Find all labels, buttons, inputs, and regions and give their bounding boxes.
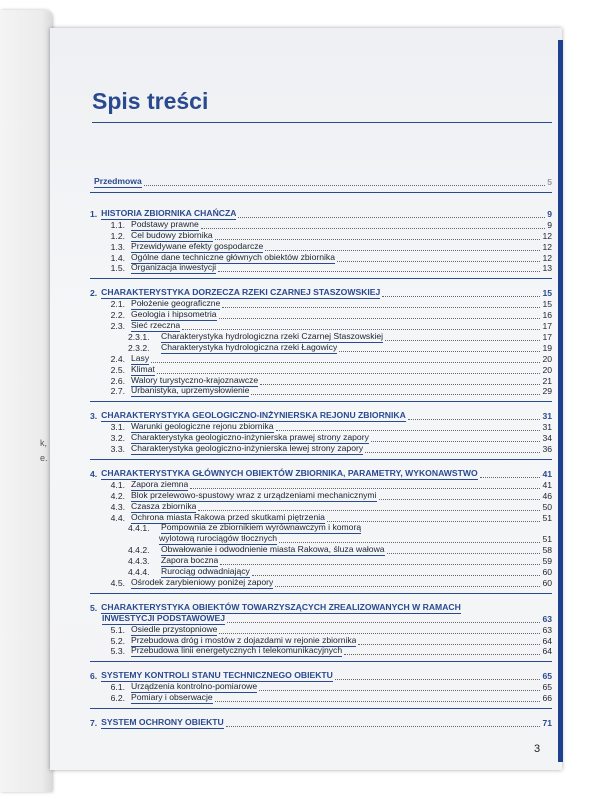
toc-entry-page: 36 — [542, 444, 552, 454]
toc-entry-number: 5.2. — [110, 635, 125, 646]
toc-entry-label: Urządzenia kontrolno-pomiarowe — [131, 681, 258, 692]
toc-entry-page: 16 — [542, 310, 552, 321]
toc-entry-page: 46 — [542, 490, 552, 501]
toc-entry-label: Cel budowy zbiornika — [131, 229, 213, 240]
toc-entry[interactable] — [90, 443, 552, 455]
toc-dot-leader — [251, 394, 540, 395]
toc-entry-number: 2.1. — [110, 299, 125, 310]
toc-entry-number: 4.4. — [110, 512, 125, 523]
left-page-fragment: e. — [40, 453, 48, 463]
toc-dot-leader — [276, 430, 541, 431]
toc-entry-page: 31 — [542, 411, 552, 422]
chapter-separator — [90, 661, 552, 662]
toc-entry-number: 6.2. — [110, 693, 125, 704]
page-title: Spis treści — [92, 88, 209, 114]
toc-entry-page: 12 — [542, 252, 552, 263]
toc-dot-leader — [227, 622, 540, 623]
toc-dot-leader — [220, 564, 540, 565]
left-page-fragment: k, — [40, 438, 48, 448]
toc-entry-label: Klimat — [131, 363, 155, 374]
toc-entry-label: Charakterystyka hydrologiczna rzeki Czarnej Staszowskiej — [161, 330, 384, 341]
toc-entry-number: 4. — [90, 468, 98, 479]
toc-entry-label: SYSTEM OCHRONY OBIEKTU — [101, 717, 224, 727]
toc-dot-leader — [339, 351, 540, 352]
toc-entry-number: 7. — [90, 718, 98, 728]
toc-entry-page: 13 — [542, 263, 552, 274]
toc-entry-label: Ogólne dane techniczne głównych obiektów zbiornika — [131, 251, 335, 262]
toc-entry-label: CHARAKTERYSTYKA GEOLOGICZNO-INŻYNIERSKA REJONU ZBIORNIKA — [101, 410, 406, 421]
page-number: 3 — [534, 743, 541, 755]
toc-entry-number: 4.3. — [110, 501, 125, 512]
toc-entry-number: 2.5. — [110, 364, 125, 375]
toc-dot-leader — [182, 329, 540, 330]
toc-entry-page: 71 — [542, 718, 552, 728]
toc-dot-leader — [259, 690, 540, 691]
toc-dot-leader — [215, 239, 541, 240]
toc-entry-label: Zapora boczna — [161, 555, 219, 566]
toc-entry-label: CHARAKTERYSTYKA GŁÓWNYCH OBIEKTÓW ZBIORNIKA, PARAMETRY, WYKONAWSTWO — [101, 467, 478, 478]
toc-entry-page: 15 — [542, 299, 552, 310]
toc-entry-label: Charakterystyka geologiczno-inżynierska lewej strony zapory — [131, 443, 364, 453]
toc-dot-leader — [219, 318, 541, 319]
toc-entry-label: Sieć rzeczna — [131, 320, 181, 330]
toc-entry-number: 4.4.1. — [128, 523, 150, 534]
toc-entry-page: 9 — [547, 219, 552, 230]
toc-entry-label: Walory turystyczno-krajoznawcze — [131, 374, 259, 385]
toc-entry-number: 1.2. — [110, 230, 125, 241]
chapter-separator — [90, 708, 552, 709]
toc-entry-number: 5. — [90, 602, 98, 613]
toc-entry-label: Charakterystyka geologiczno-inżynierska prawej strony zapory — [131, 432, 369, 443]
toc-entry-page: 5 — [547, 177, 552, 187]
toc-dot-leader — [215, 701, 541, 702]
toc-dot-leader — [218, 271, 540, 272]
toc-dot-leader — [144, 185, 545, 186]
toc-entry-number: 4.1. — [110, 479, 125, 490]
toc-dot-leader — [344, 654, 540, 655]
toc-entry-page: 19 — [542, 342, 552, 353]
toc-entry-label: Obwałowanie i odwodnienie miasta Rakowa, śluza wałowa — [161, 544, 385, 555]
toc-entry-number: 2.3. — [110, 321, 125, 331]
toc-entry[interactable] — [90, 262, 552, 274]
toc-entry-label: Blok przelewowo-spustowy wraz z urządzeniami mechanicznymi — [131, 489, 377, 500]
chapter-separator — [90, 278, 552, 279]
toc-entry-number: 4.5. — [110, 577, 125, 588]
toc-entry-number: 2.2. — [110, 310, 125, 321]
toc-entry-page: 12 — [542, 241, 552, 252]
toc-entry[interactable] — [90, 645, 552, 657]
toc-dot-leader — [190, 488, 540, 489]
toc-entry-page: 17 — [542, 331, 552, 342]
toc-dot-leader — [260, 384, 540, 385]
toc-dot-leader — [157, 373, 541, 374]
book-spine — [558, 40, 563, 762]
toc-entry-label: Organizacja inwestycji — [131, 262, 217, 273]
toc-dot-leader — [379, 499, 541, 500]
toc-entry-label: Urbanistyka, uprzemysłowienie — [131, 385, 250, 396]
toc-entry-label: CHARAKTERYSTYKA OBIEKTÓW TOWARZYSZĄCYCH ZREALIZOWANYCH W RAMACH — [101, 601, 461, 612]
toc-entry-number: 1.1. — [110, 219, 125, 230]
toc-entry-label: Pompownia ze zbiornikiem wyrównawczym i komorą — [161, 522, 362, 533]
toc-dot-leader — [219, 633, 540, 634]
toc-entry-page: 17 — [542, 321, 552, 331]
toc-entry-label: Ośrodek zarybieniowy poniżej zapory — [131, 576, 274, 587]
toc-entry-label-continued: wylotową rurociągów tłocznych — [159, 533, 277, 544]
toc-entry-page: 20 — [542, 353, 552, 364]
toc-entry-page: 60 — [542, 567, 552, 577]
toc-entry-label: Przedmowa — [94, 176, 142, 186]
toc-entry-label: Położenie geograficzne — [131, 298, 221, 309]
toc-dot-leader — [382, 296, 540, 297]
toc-entry-label: Pomiary i obserwacje — [131, 692, 213, 703]
toc-entry-page: 9 — [547, 208, 552, 219]
toc-entry-number: 3. — [90, 411, 98, 422]
toc-chapter-entry[interactable] — [90, 717, 552, 729]
toc-entry-page: 58 — [542, 545, 552, 556]
toc-dot-leader — [265, 250, 540, 251]
toc-entry-label: Geologia i hipsometria — [131, 309, 217, 320]
toc-entry-number: 1. — [90, 208, 98, 219]
toc-entry-page: 64 — [542, 646, 552, 657]
toc-entry[interactable] — [90, 385, 552, 397]
toc-entry-page: 63 — [542, 613, 552, 624]
toc-entry[interactable] — [90, 692, 552, 704]
toc-entry-label: Podstawy prawne — [131, 218, 199, 229]
toc-entry-page: 31 — [542, 422, 552, 433]
toc-entry-page: 12 — [542, 230, 552, 241]
left-page-edge — [0, 10, 52, 792]
toc-dot-leader — [327, 521, 541, 522]
toc-entry-number: 4.4.2. — [128, 545, 150, 556]
toc-entry-label: Ochrona miasta Rakowa przed skutkami piętrzenia — [131, 511, 325, 522]
toc-entry-number: 2.3.1. — [128, 331, 150, 342]
toc-entry-label: SYSTEMY KONTROLI STANU TECHNICZNEGO OBIEKTU — [101, 670, 333, 681]
toc-entry-label: Czasza zbiornika — [131, 500, 197, 511]
toc-entry-label: Przebudowa dróg i mostów z dojazdami w rejonie zbiornika — [131, 634, 357, 645]
toc-entry-page: 64 — [542, 635, 552, 646]
chapter-separator — [90, 593, 552, 594]
toc-entry-number: 4.4.3. — [128, 556, 150, 567]
toc-entry-number: 3.2. — [110, 433, 125, 444]
toc-entry-number: 5.1. — [110, 624, 125, 635]
toc-entry-label: CHARAKTERYSTYKA DORZECZA RZEKI CZARNEJ STASZOWSKIEJ — [101, 287, 381, 298]
toc-entry-page: 65 — [542, 682, 552, 693]
toc-entry-page: 59 — [542, 556, 552, 567]
toc-entry-page: 51 — [542, 534, 552, 545]
toc-entry-page: 29 — [542, 386, 552, 397]
toc-entry-number: 1.3. — [110, 241, 125, 252]
toc-dot-leader — [238, 217, 545, 218]
toc-dot-leader — [371, 441, 541, 442]
toc-dot-leader — [335, 679, 541, 680]
toc-entry-number: 1.5. — [110, 263, 125, 274]
toc-dot-leader — [198, 510, 540, 511]
toc-entry-number: 4.4.4. — [128, 567, 150, 577]
toc-entry-page: 21 — [542, 375, 552, 386]
toc-entry-number: 6.1. — [110, 682, 125, 693]
toc-entry-page: 65 — [542, 671, 552, 682]
toc-entry-page: 51 — [542, 512, 552, 523]
toc-dot-leader — [385, 340, 540, 341]
toc-entry-number: 6. — [90, 671, 98, 682]
toc-dot-leader — [337, 261, 540, 262]
toc-dot-leader — [358, 644, 540, 645]
toc-entry-page: 66 — [542, 693, 552, 704]
toc-entry-page: 50 — [542, 501, 552, 512]
toc-entry-label: Rurociąg odwadniający — [161, 566, 250, 576]
chapter-separator — [90, 401, 552, 402]
title-underline — [92, 122, 552, 123]
toc-entry-label-continued: INWESTYCJI PODSTAWOWEJ — [102, 612, 226, 623]
toc-dot-leader — [226, 726, 541, 727]
toc-entry-page: 63 — [542, 624, 552, 635]
toc-entry-label: HISTORIA ZBIORNIKA CHAŃCZA — [101, 207, 237, 218]
toc-entry-label: Charakterystyka hydrologiczna rzeki Łagowicy — [161, 341, 338, 352]
toc-entry-page: 34 — [542, 433, 552, 444]
toc-entry-label: Zapora ziemna — [131, 478, 189, 489]
toc-entry-number: 3.1. — [110, 422, 125, 433]
toc-entry-page: 41 — [542, 479, 552, 490]
toc-entry-number: 2.3.2. — [128, 342, 150, 353]
toc-entry-page: 15 — [542, 288, 552, 299]
toc-entry-number: 3.3. — [110, 444, 125, 454]
toc-entry-label: Lasy — [131, 352, 150, 363]
toc-entry-page: 60 — [542, 577, 552, 588]
toc-dot-leader — [222, 307, 540, 308]
toc-entry-label: Osiedle przystopniowe — [131, 623, 218, 634]
toc-entry-number: 2.4. — [110, 353, 125, 364]
toc-entry-page: 41 — [542, 468, 552, 479]
toc-entry-number: 5.3. — [110, 646, 125, 657]
toc-entry-number: 2.7. — [110, 386, 125, 397]
chapter-separator — [90, 459, 552, 460]
toc-dot-leader — [275, 586, 540, 587]
toc-entry-number: 4.2. — [110, 490, 125, 501]
toc-entry-number: 2. — [90, 288, 98, 299]
toc-dot-leader — [408, 419, 541, 420]
toc-entry[interactable] — [90, 577, 552, 589]
toc-dot-leader — [151, 362, 540, 363]
toc-entry-label: Warunki geologiczne rejonu zbiornika — [131, 421, 274, 432]
toc-entry-label: Przewidywane efekty gospodarcze — [131, 240, 264, 251]
toc-dot-leader — [279, 542, 540, 543]
toc-chapter-entry[interactable] — [90, 176, 552, 188]
toc-entry-page: 20 — [542, 364, 552, 375]
toc-dot-leader — [365, 452, 540, 453]
chapter-separator — [90, 192, 552, 193]
toc-entry-number: 2.6. — [110, 375, 125, 386]
toc-dot-leader — [387, 553, 541, 554]
toc-dot-leader — [252, 575, 541, 576]
toc-entry-label: Przebudowa linii energetycznych i telekomunikacyjnych — [131, 645, 343, 656]
toc-dot-leader — [480, 477, 541, 478]
toc-entry-number: 1.4. — [110, 252, 125, 263]
toc-dot-leader — [201, 228, 545, 229]
book-page — [50, 28, 562, 770]
